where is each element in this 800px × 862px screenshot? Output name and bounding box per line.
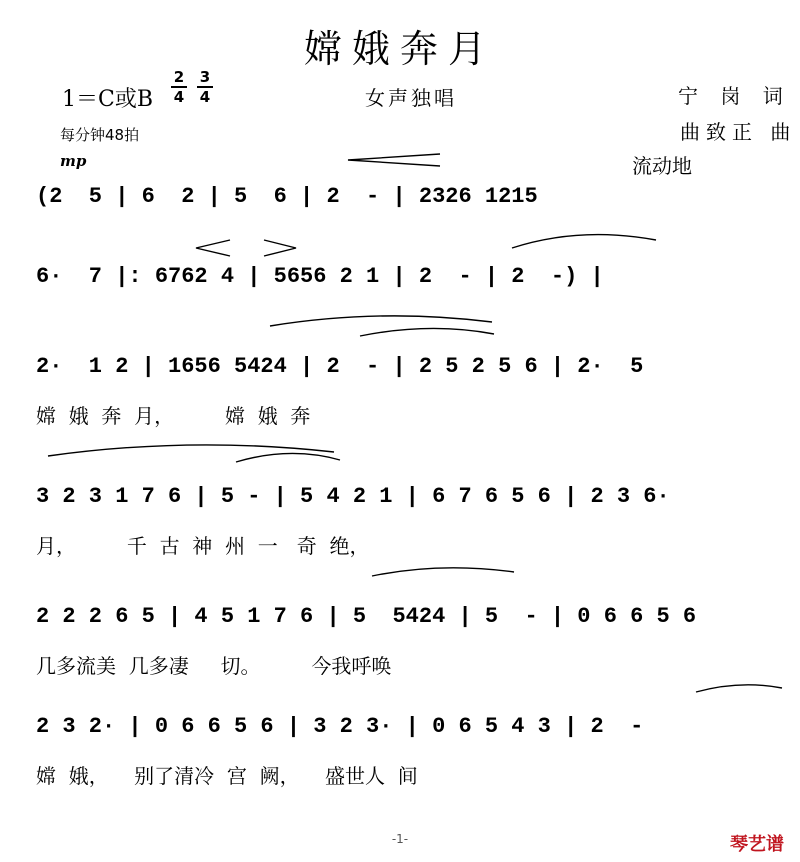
dynamic-marking: mp xyxy=(60,152,87,170)
slur-row-3-b xyxy=(360,328,494,336)
crescendo-hairpin-left xyxy=(196,240,230,256)
lyrics-row-3: 嫦 娥 奔 月， 嫦 娥 奔 xyxy=(36,404,311,428)
notation-row-1: (2 5 | 6 2 | 5 6 | 2 - | 2326 1215 xyxy=(36,184,538,209)
lyricist-credit: 宁 岗 词 xyxy=(678,84,791,108)
notation-row-4: 3 2 3 1 7 6 | 5 - | 5 4 2 1 | 6 7 6 5 6 | 2 3 6· xyxy=(36,484,670,509)
tie-arc-row-2 xyxy=(512,235,656,248)
page-number: -1- xyxy=(391,832,409,846)
watermark-logo: 琴艺谱 xyxy=(730,834,784,855)
composer-credit: 曲致正 曲 xyxy=(680,120,797,144)
key-signature: 1＝C或B xyxy=(62,87,153,112)
notation-row-5: 2 2 2 6 5 | 4 5 1 7 6 | 5 5424 | 5 - | 0 6 6 5 6 xyxy=(36,604,697,629)
performance-type: 女声独唱 xyxy=(365,86,457,110)
time-signature-3-4: $\frac{3}{4}$ xyxy=(197,68,213,106)
slur-row-3-a xyxy=(270,316,492,326)
slur-row-5 xyxy=(372,568,514,576)
time-signature-2-4: $\frac{2}{4}$ xyxy=(171,68,187,106)
slur-row-4-b xyxy=(236,453,340,462)
slur-row-4-a xyxy=(48,445,334,456)
song-title: 嫦娥奔月 xyxy=(303,27,496,71)
expression-marking: 流动地 xyxy=(632,154,692,178)
tempo-marking: 每分钟48拍 xyxy=(60,126,140,144)
notation-row-3: 2· 1 2 | 1656 5424 | 2 - | 2 5 2 5 6 | 2· 5 xyxy=(36,354,644,379)
crescendo-hairpin-right xyxy=(264,240,296,256)
notation-row-6: 2 3 2· | 0 6 6 5 6 | 3 2 3· | 0 6 5 4 3 | 2 - xyxy=(36,714,644,739)
lyrics-row-6: 嫦 娥， 别了清冷 宫 阙， 盛世人 间 xyxy=(36,764,418,788)
slur-row-6 xyxy=(696,685,782,692)
notation-row-2: 6· 7 |: 6762 4 | 5656 2 1 | 2 - | 2 -) | xyxy=(36,264,604,289)
lyrics-row-5: 几多流美 几多凄 切。 今我呼唤 xyxy=(36,654,392,678)
decrescendo-hairpin xyxy=(348,154,440,166)
lyrics-row-4: 月， 千 古 神 州 一 奇 绝， xyxy=(36,534,370,558)
